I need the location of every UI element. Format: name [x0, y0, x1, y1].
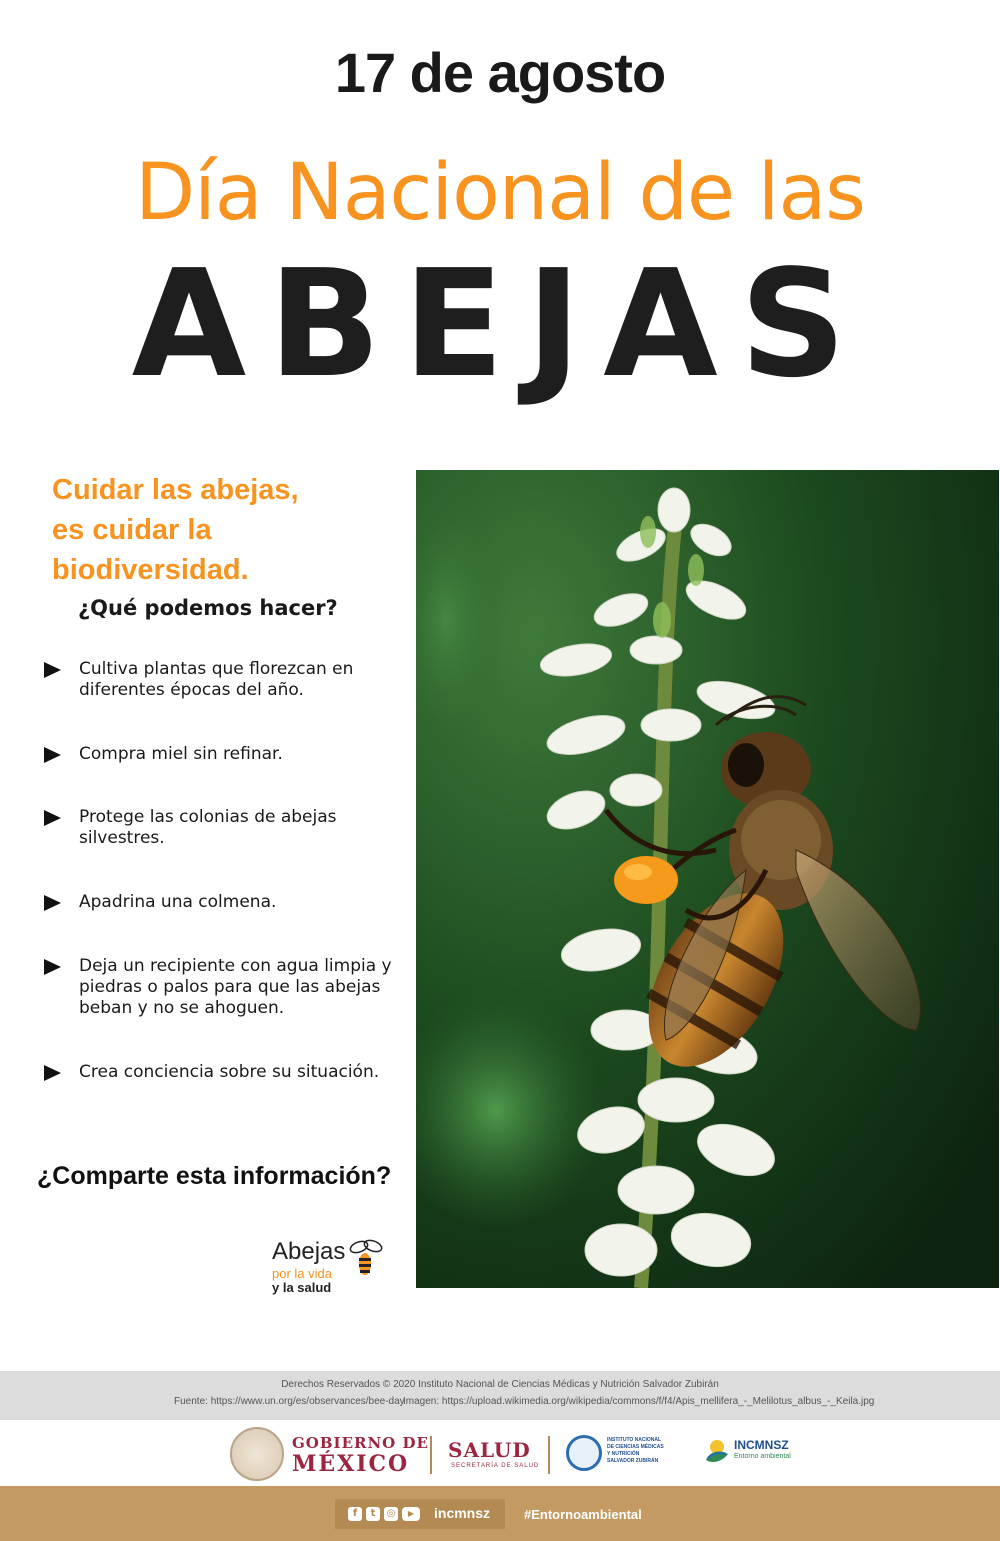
youtube-icon[interactable]: ▶ — [402, 1507, 420, 1521]
logo-divider — [430, 1436, 432, 1474]
mexico-seal-icon — [230, 1427, 284, 1481]
arrow-icon — [44, 747, 61, 763]
date-heading: 17 de agosto — [334, 41, 666, 104]
tip-text: Apadrina una colmena. — [79, 892, 277, 912]
bee-icon — [348, 1238, 384, 1280]
salud-subtitle: SECRETARÍA DE SALUD — [451, 1463, 540, 1469]
arrow-icon — [44, 1065, 61, 1081]
arrow-icon — [44, 959, 61, 975]
bee-photo — [416, 470, 999, 1288]
title-line-2: ABEJAS — [131, 238, 869, 410]
campaign-logo-line-1: Abejas — [272, 1238, 346, 1265]
instagram-icon[interactable]: ◎ — [384, 1507, 398, 1521]
gobierno-logo-line-2: MÉXICO — [292, 1451, 410, 1477]
tip-text: Deja un recipiente con agua limpia y piedras o palos para que las abejas beban y no se ahoguen. — [79, 956, 392, 1018]
instituto-name: INSTITUTO NACIONAL DE CIENCIAS MÉDICAS Y NUTRICIÓN SALVADOR ZUBIRÁN — [607, 1437, 664, 1464]
campaign-logo-line-3: y la salud — [272, 1280, 332, 1295]
arrow-icon — [44, 895, 61, 911]
facebook-icon[interactable]: f — [348, 1507, 362, 1521]
tip-item — [44, 659, 404, 701]
footer-bar — [0, 1486, 1000, 1541]
twitter-icon[interactable]: t — [366, 1507, 380, 1521]
tip-text: Protege las colonias de abejas silvestres. — [79, 807, 337, 848]
leaf-icon — [704, 1438, 730, 1464]
arrow-icon — [44, 662, 61, 678]
tip-item — [44, 807, 404, 849]
social-icons — [348, 1507, 420, 1521]
hashtag[interactable]: #Entornoambiental — [524, 1507, 642, 1522]
tip-text: Crea conciencia sobre su situación. — [79, 1062, 380, 1082]
campaign-logo — [272, 1238, 392, 1298]
campaign-logo-line-2: por la vida — [272, 1266, 332, 1281]
tip-text: Cultiva plantas que florezcan en diferentes épocas del año. — [79, 659, 354, 700]
tagline-line-2: es cuidar la biodiversidad. — [52, 514, 249, 586]
copyright-text: Derechos Reservados © 2020 Instituto Nacional de Ciencias Médicas y Nutrición Salvador Zubirán — [281, 1379, 719, 1390]
institution-logos — [0, 1420, 1000, 1486]
question-heading: ¿Qué podemos hacer? — [78, 596, 338, 620]
tip-item — [44, 744, 404, 765]
credits-bar — [0, 1371, 1000, 1420]
share-text: ¿Comparte esta información? — [37, 1162, 392, 1190]
incmnsz-logo: INCMNSZ — [734, 1438, 789, 1452]
tip-text: Compra miel sin refinar. — [79, 744, 283, 764]
logo-divider — [548, 1436, 550, 1474]
source-link[interactable]: Fuente: https://www.un.org/es/observances/bee-day — [174, 1396, 405, 1407]
title-line-1: Día Nacional de las — [135, 148, 865, 238]
gobierno-logo-line-1: GOBIERNO DE — [292, 1434, 429, 1452]
tagline-line-1: Cuidar las abejas, — [52, 474, 299, 506]
salud-logo: SALUD — [448, 1438, 531, 1462]
tagline — [52, 470, 412, 590]
image-link[interactable]: Imagen: https://upload.wikimedia.org/wikipedia/commons/f/f4/Apis_mellifera_-_Melilotus_albus_-_Keila.jpg — [403, 1396, 875, 1407]
tip-item — [44, 956, 404, 1019]
instituto-seal-icon — [566, 1435, 602, 1471]
social-handle[interactable]: incmnsz — [434, 1505, 491, 1521]
tip-item — [44, 892, 404, 913]
arrow-icon — [44, 810, 61, 826]
tip-item — [44, 1062, 404, 1083]
incmnsz-subtitle: Entorno ambiental — [734, 1453, 791, 1460]
